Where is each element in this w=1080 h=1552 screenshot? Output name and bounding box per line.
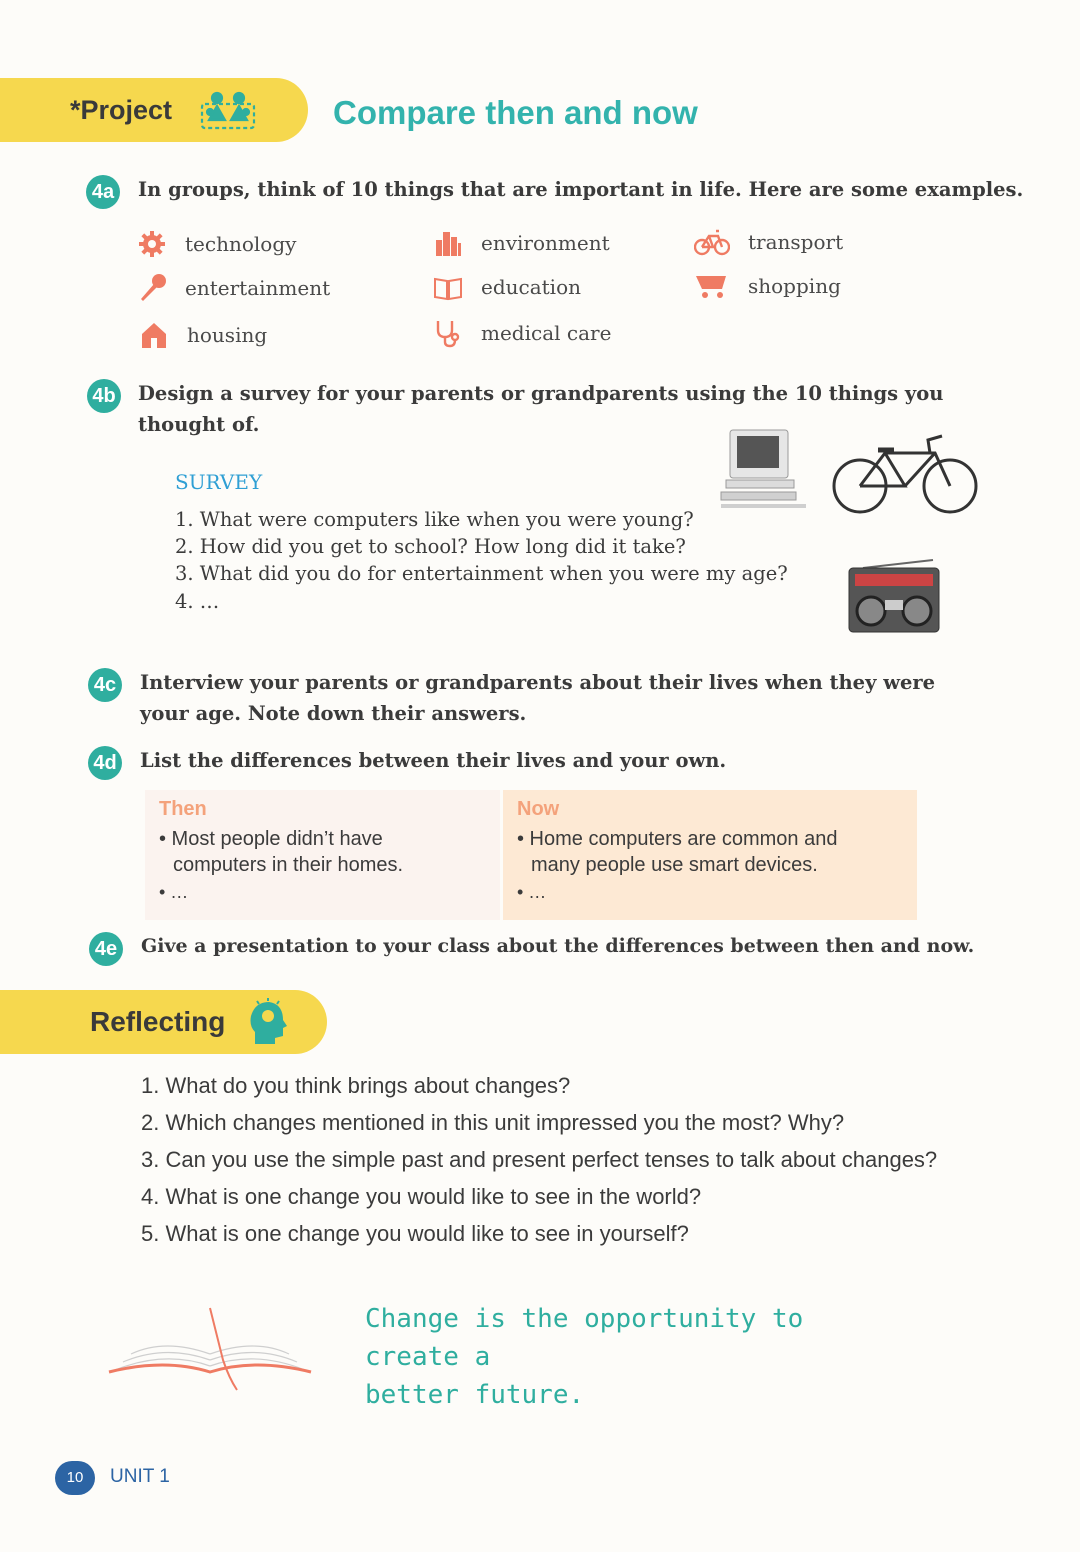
quote-line: better future. [365, 1380, 585, 1410]
quote-line: Change is the opportunity to create a [365, 1304, 804, 1372]
reflecting-question: 5. What is one change you would like to see in yourself? [141, 1221, 689, 1246]
quote [365, 1300, 905, 1414]
microphone-icon [137, 273, 167, 303]
example-label: entertainment [185, 276, 331, 300]
task-badge-4b: 4b [87, 379, 121, 413]
survey-question: 4. … [175, 590, 220, 613]
example-environment [433, 228, 610, 258]
now-heading: Now [517, 798, 560, 820]
task-badge-4a: 4a [86, 175, 120, 209]
example-medical-care [433, 318, 611, 348]
project-banner [0, 78, 308, 142]
now-column [503, 790, 917, 920]
example-housing [139, 320, 267, 350]
now-more: • … [517, 882, 547, 902]
survey-question: 1. What were computers like when you were young? [175, 508, 694, 531]
task-4b-line1: Design a survey for your parents or grandparents using the 10 things you [138, 382, 944, 405]
task-4c-line2: your age. Note down their answers. [140, 702, 527, 725]
example-shopping [694, 271, 841, 301]
now-line: • Home computers are common and [517, 828, 838, 850]
example-transport [694, 227, 843, 257]
example-label: housing [187, 323, 268, 347]
now-line: many people use smart devices. [531, 854, 818, 876]
survey-question: 2. How did you get to school? How long did it take? [175, 535, 686, 558]
then-heading: Then [159, 798, 207, 820]
survey-title: SURVEY [175, 470, 263, 494]
example-label: transport [748, 230, 844, 254]
example-entertainment [137, 273, 330, 303]
task-4b-line2: thought of. [138, 413, 260, 436]
reflecting-question: 3. Can you use the simple past and present perfect tenses to talk about changes? [141, 1147, 938, 1172]
task-4d-text: List the differences between their lives and your own. [140, 749, 727, 772]
reflecting-label: Reflecting [90, 1006, 226, 1037]
then-text [159, 826, 499, 878]
reflecting-question: 4. What is one change you would like to see in the world? [141, 1184, 702, 1209]
page-number: 10 [55, 1461, 95, 1495]
example-label: shopping [748, 274, 841, 298]
task-4a-text: In groups, think of 10 things that are important in life. Here are some examples. [138, 178, 1024, 201]
bicycle-illustration [830, 428, 982, 523]
reflecting-question: 2. Which changes mentioned in this unit impressed you the most? Why? [141, 1110, 845, 1135]
open-book-illustration [105, 1300, 315, 1392]
house-icon [139, 320, 169, 350]
book-icon [433, 272, 463, 302]
example-label: environment [481, 231, 610, 255]
then-column [145, 790, 500, 920]
task-badge-4c: 4c [88, 668, 122, 702]
bicycle-icon [694, 227, 730, 257]
task-badge-4e: 4e [89, 932, 123, 966]
radio-illustration [845, 556, 943, 636]
example-education [433, 272, 581, 302]
shopping-cart-icon [694, 271, 730, 301]
city-icon [433, 228, 463, 258]
old-computer-illustration [718, 428, 813, 513]
group-of-people-icon [200, 90, 256, 130]
then-line: computers in their homes. [173, 854, 404, 876]
example-label: technology [185, 232, 297, 256]
stethoscope-icon [433, 318, 463, 348]
task-4e-text: Give a presentation to your class about the differences between then and now. [141, 935, 975, 957]
reflecting-banner [0, 990, 327, 1054]
example-label: medical care [481, 321, 612, 345]
gear-icon [137, 229, 167, 259]
project-label: *Project [70, 94, 173, 125]
lightbulb-head-icon [247, 998, 287, 1046]
example-technology [137, 229, 296, 259]
task-4c-line1: Interview your parents or grandparents about their lives when they were [140, 671, 936, 694]
now-text [517, 826, 912, 878]
survey-question: 3. What did you do for entertainment when you were my age? [175, 562, 788, 585]
reflecting-question: 1. What do you think brings about changes? [141, 1073, 571, 1098]
unit-label: UNIT 1 [110, 1466, 170, 1487]
lesson-title: Compare then and now [333, 94, 698, 131]
then-line: • Most people didn’t have [159, 828, 383, 850]
then-more: • … [159, 882, 189, 902]
example-label: education [481, 275, 581, 299]
task-badge-4d: 4d [88, 746, 122, 780]
